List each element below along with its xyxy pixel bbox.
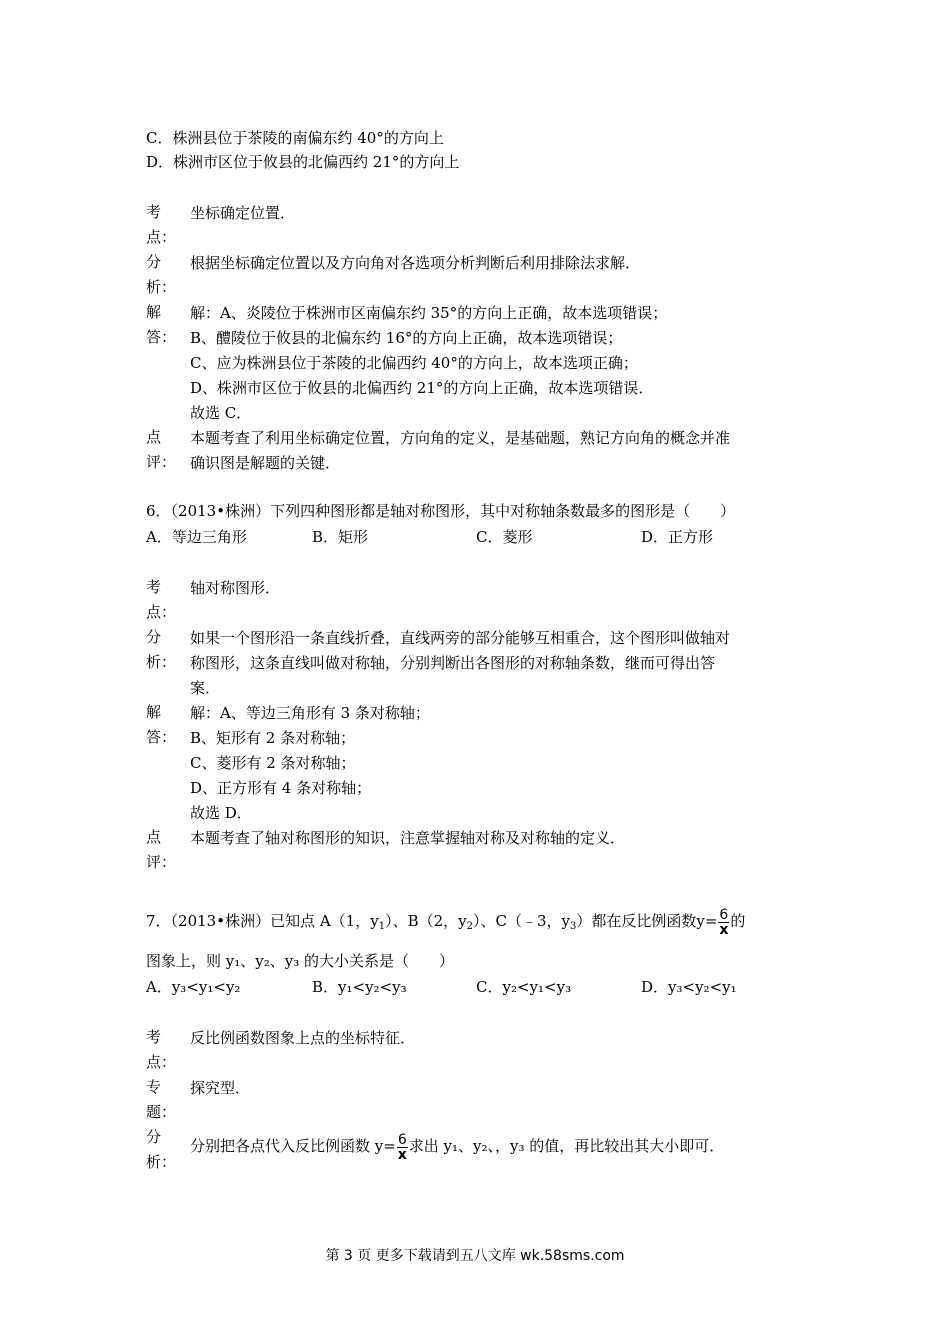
q7-fraction: $\frac{6}{x}$ xyxy=(719,906,729,938)
q6-jieda: 解：A、等边三角形有 3 条对称轴； B、矩形有 2 条对称轴； C、菱形有 2 条对称轴； D、正方形有 4 条对称轴； 故选 D． xyxy=(190,704,430,822)
q6-fenxi-label: 分 析： xyxy=(146,628,177,671)
q5-option-c: C．株洲县位于茶陵的南偏东约 40°的方向上 xyxy=(146,129,444,147)
q7-kaodian-label: 考 点： xyxy=(146,1028,177,1071)
q5-jieda: 解：A、炎陵位于株洲市区南偏东约 35°的方向上正确，故本选项错误； B、醴陵位于攸县的北偏东约 16°的方向上正确，故本选项错误； C、应为株洲县位于茶陵的北偏西约 40°的方向上，故本选项正确； D、株洲市区位于攸县的北偏西约 21°的方向上正确，故本选项错误． 故选 C． xyxy=(190,304,668,422)
q5-fenxi: 根据坐标确定位置以及方向角对各选项分析判断后利用排除法求解． xyxy=(190,254,641,272)
q7-fenxi-label: 分 析： xyxy=(146,1128,177,1171)
q5-kaodian: 坐标确定位置． xyxy=(190,204,296,222)
q7-option-c: C．y₂<y₁<y₃ xyxy=(476,978,572,996)
q7-stem: 7．（2013•株洲）已知点 A（1，$y_1$）、B（2，$y_2$）、C（﹣3，$y_3$）都在反比例函数y= $\frac{6}{x}$ 的 xyxy=(146,906,746,938)
q5-kaodian-label: 考 点： xyxy=(146,203,177,246)
q6-option-c: C．菱形 xyxy=(476,528,533,546)
q6-jieda-label: 解 答： xyxy=(146,703,177,746)
q5-dianping-label: 点 评： xyxy=(146,428,177,471)
q7-fenxi: 分别把各点代入反比例函数 y= $\frac{6}{x}$ 求出 y₁、y₂、，y₃ 的值，再比较出其大小即可． xyxy=(190,1131,725,1163)
q7-fenxi-fraction: $\frac{6}{x}$ xyxy=(397,1131,407,1163)
q5-jieda-label: 解 答： xyxy=(146,303,177,346)
q5-option-d: D．株洲市区位于攸县的北偏西约 21°的方向上 xyxy=(146,153,460,171)
q5-fenxi-label: 分 析： xyxy=(146,253,177,296)
q6-option-b: B．矩形 xyxy=(312,528,369,546)
q6-dianping: 本题考查了轴对称图形的知识，注意掌握轴对称及对称轴的定义． xyxy=(190,829,626,847)
q6-fenxi: 如果一个图形沿一条直线折叠，直线两旁的部分能够互相重合，这个图形叫做轴对 称图形，这条直线叫做对称轴，分别判断出各图形的对称轴条数，继而可得出答 案． xyxy=(190,629,731,697)
q7-zhuanti-label: 专 题： xyxy=(146,1078,177,1121)
q6-option-a: A．等边三角形 xyxy=(146,528,247,546)
q6-dianping-label: 点 评： xyxy=(146,828,177,871)
q6-kaodian: 轴对称图形． xyxy=(190,579,281,597)
q7-option-d: D．y₃<y₂<y₁ xyxy=(641,978,737,996)
q6-option-d: D．正方形 xyxy=(641,528,714,546)
q7-zhuanti: 探究型． xyxy=(190,1079,251,1097)
q7-option-a: A．y₃<y₁<y₂ xyxy=(146,978,241,996)
q7-option-b: B．y₁<y₂<y₃ xyxy=(312,978,407,996)
q6-stem: 6．（2013•株洲）下列四种图形都是轴对称图形，其中对称轴条数最多的图形是（ ） xyxy=(146,502,736,520)
q7-kaodian: 反比例函数图象上点的坐标特征． xyxy=(190,1029,416,1047)
page-footer: 第 3 页 更多下载请到五八文库 wk.58sms.com xyxy=(325,1248,625,1264)
q7-stem-line2: 图象上，则 y₁、y₂、y₃ 的大小关系是（ ） xyxy=(146,952,454,970)
q6-kaodian-label: 考 点： xyxy=(146,578,177,621)
q5-dianping: 本题考查了利用坐标确定位置，方向角的定义，是基础题，熟记方向角的概念并准 确识图是解题的关键． xyxy=(190,429,731,472)
